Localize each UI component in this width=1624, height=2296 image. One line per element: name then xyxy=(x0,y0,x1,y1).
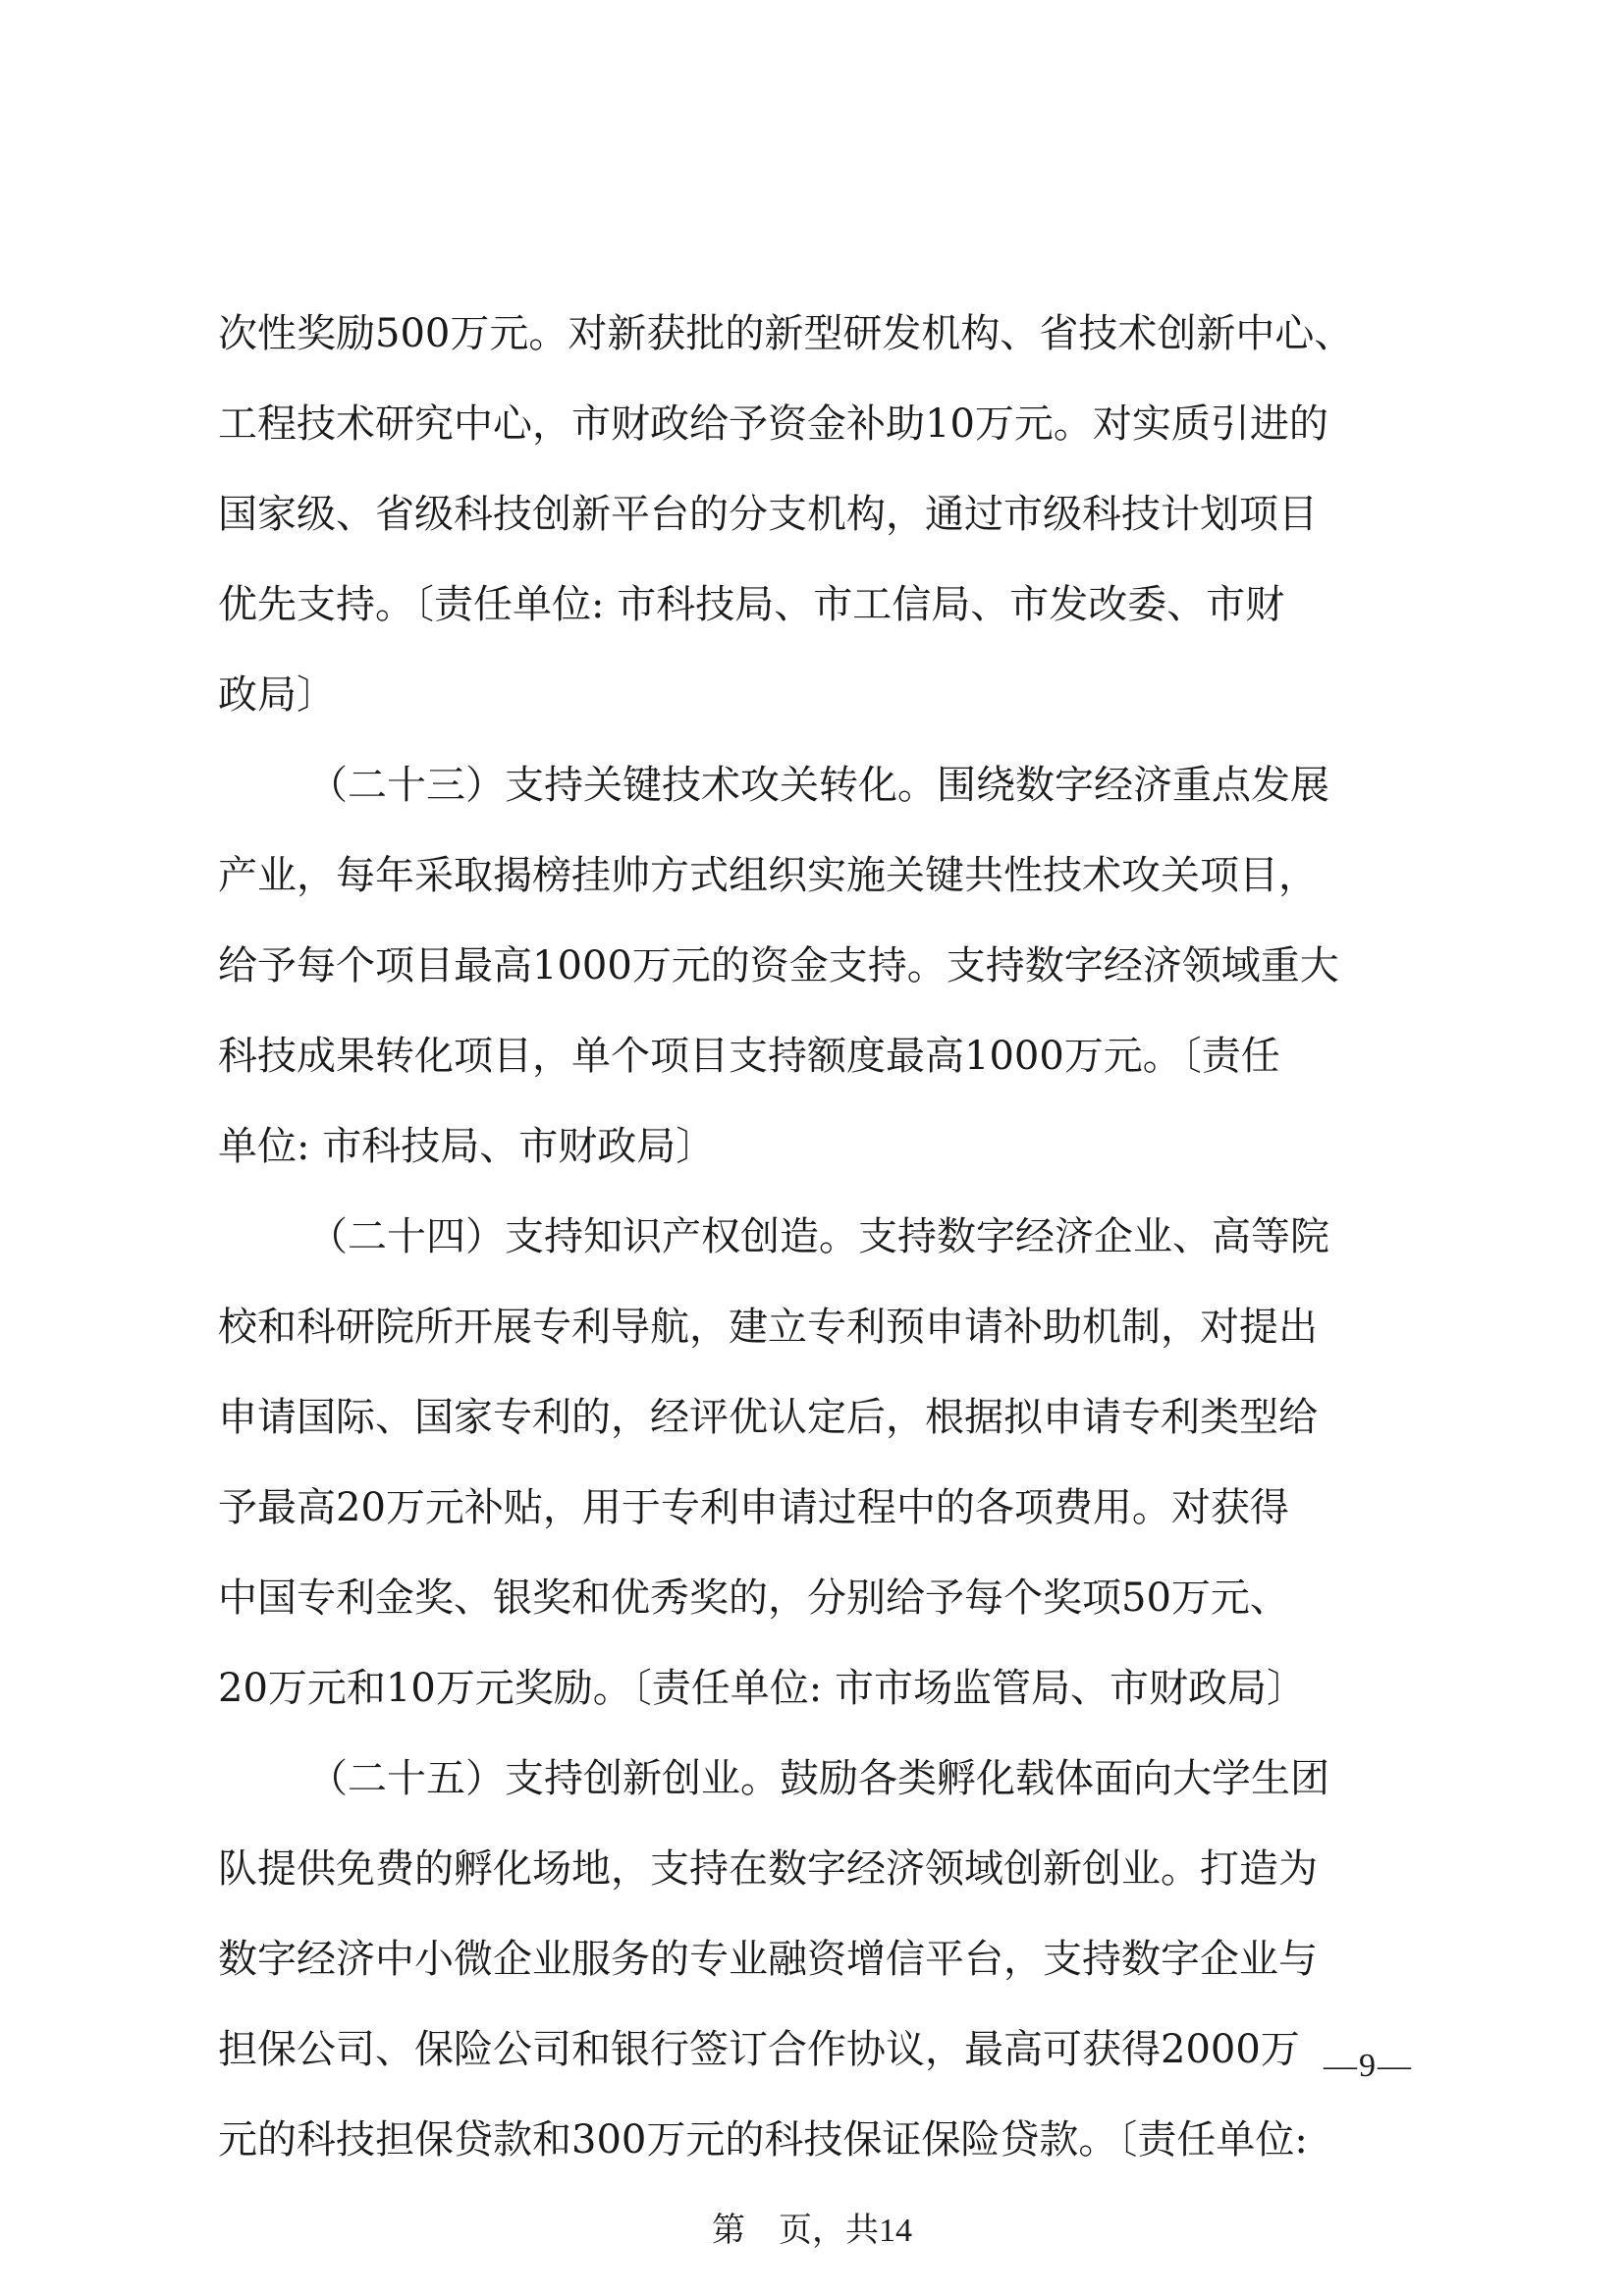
text-line: 申请国际、国家专利的，经评优认定后，根据拟申请专利类型给 xyxy=(218,1395,1318,1440)
text-line: 优先支持。〔责任单位: 市科技局、市工信局、市发改委、市财 xyxy=(218,582,1285,627)
page-footer: 第 页，共14 xyxy=(712,2213,912,2249)
text-line: 中国专利金奖、银奖和优秀奖的，分别给予每个奖项50万元、 xyxy=(218,1575,1289,1621)
text-line: 单位: 市科技局、市财政局〕 xyxy=(218,1124,716,1169)
section-25-heading-line: （二十五）支持创新创业。鼓励各类孵化载体面向大学生团 xyxy=(308,1756,1329,1801)
text-line: 政局〕 xyxy=(218,672,336,718)
text-line: 20万元和10万元奖励。〔责任单位: 市市场监管局、市财政局〕 xyxy=(218,1666,1306,1711)
page-number: —9— xyxy=(1324,2048,1413,2084)
text-line: 队提供免费的孵化场地，支持在数字经济领域创新创业。打造为 xyxy=(218,1846,1318,1892)
text-line: 产业，每年采取揭榜挂帅方式组织实施关键共性技术攻关项目， xyxy=(218,853,1318,898)
text-line: 工程技术研究中心，市财政给予资金补助10万元。对实质引进的 xyxy=(218,401,1328,447)
document-body xyxy=(218,289,1420,2185)
text-line: 担保公司、保险公司和银行签订合作协议，最高可获得2000万 xyxy=(218,2027,1300,2072)
text-line: 予最高20万元补贴，用于专利申请过程中的各项费用。对获得 xyxy=(218,1485,1289,1530)
text-line: 数字经济中小微企业服务的专业融资增信平台，支持数字企业与 xyxy=(218,1937,1318,1982)
text-line: 元的科技担保贷款和300万元的科技保证保险贷款。〔责任单位: xyxy=(218,2117,1308,2163)
section-23-heading-line: （二十三）支持关键技术攻关转化。围绕数字经济重点发展 xyxy=(308,763,1329,808)
text-line: 校和科研院所开展专利导航，建立专利预申请补助机制，对提出 xyxy=(218,1305,1318,1350)
text-line: 国家级、省级科技创新平台的分支机构，通过市级科技计划项目 xyxy=(218,492,1318,537)
text-line: 给予每个项目最高1000万元的资金支持。支持数字经济领域重大 xyxy=(218,943,1339,988)
text-line: 次性奖励500万元。对新获批的新型研发机构、省技术创新中心、 xyxy=(218,311,1354,356)
section-24-heading-line: （二十四）支持知识产权创造。支持数字经济企业、高等院 xyxy=(308,1214,1329,1259)
text-line: 科技成果转化项目，单个项目支持额度最高1000万元。〔责任 xyxy=(218,1034,1280,1079)
